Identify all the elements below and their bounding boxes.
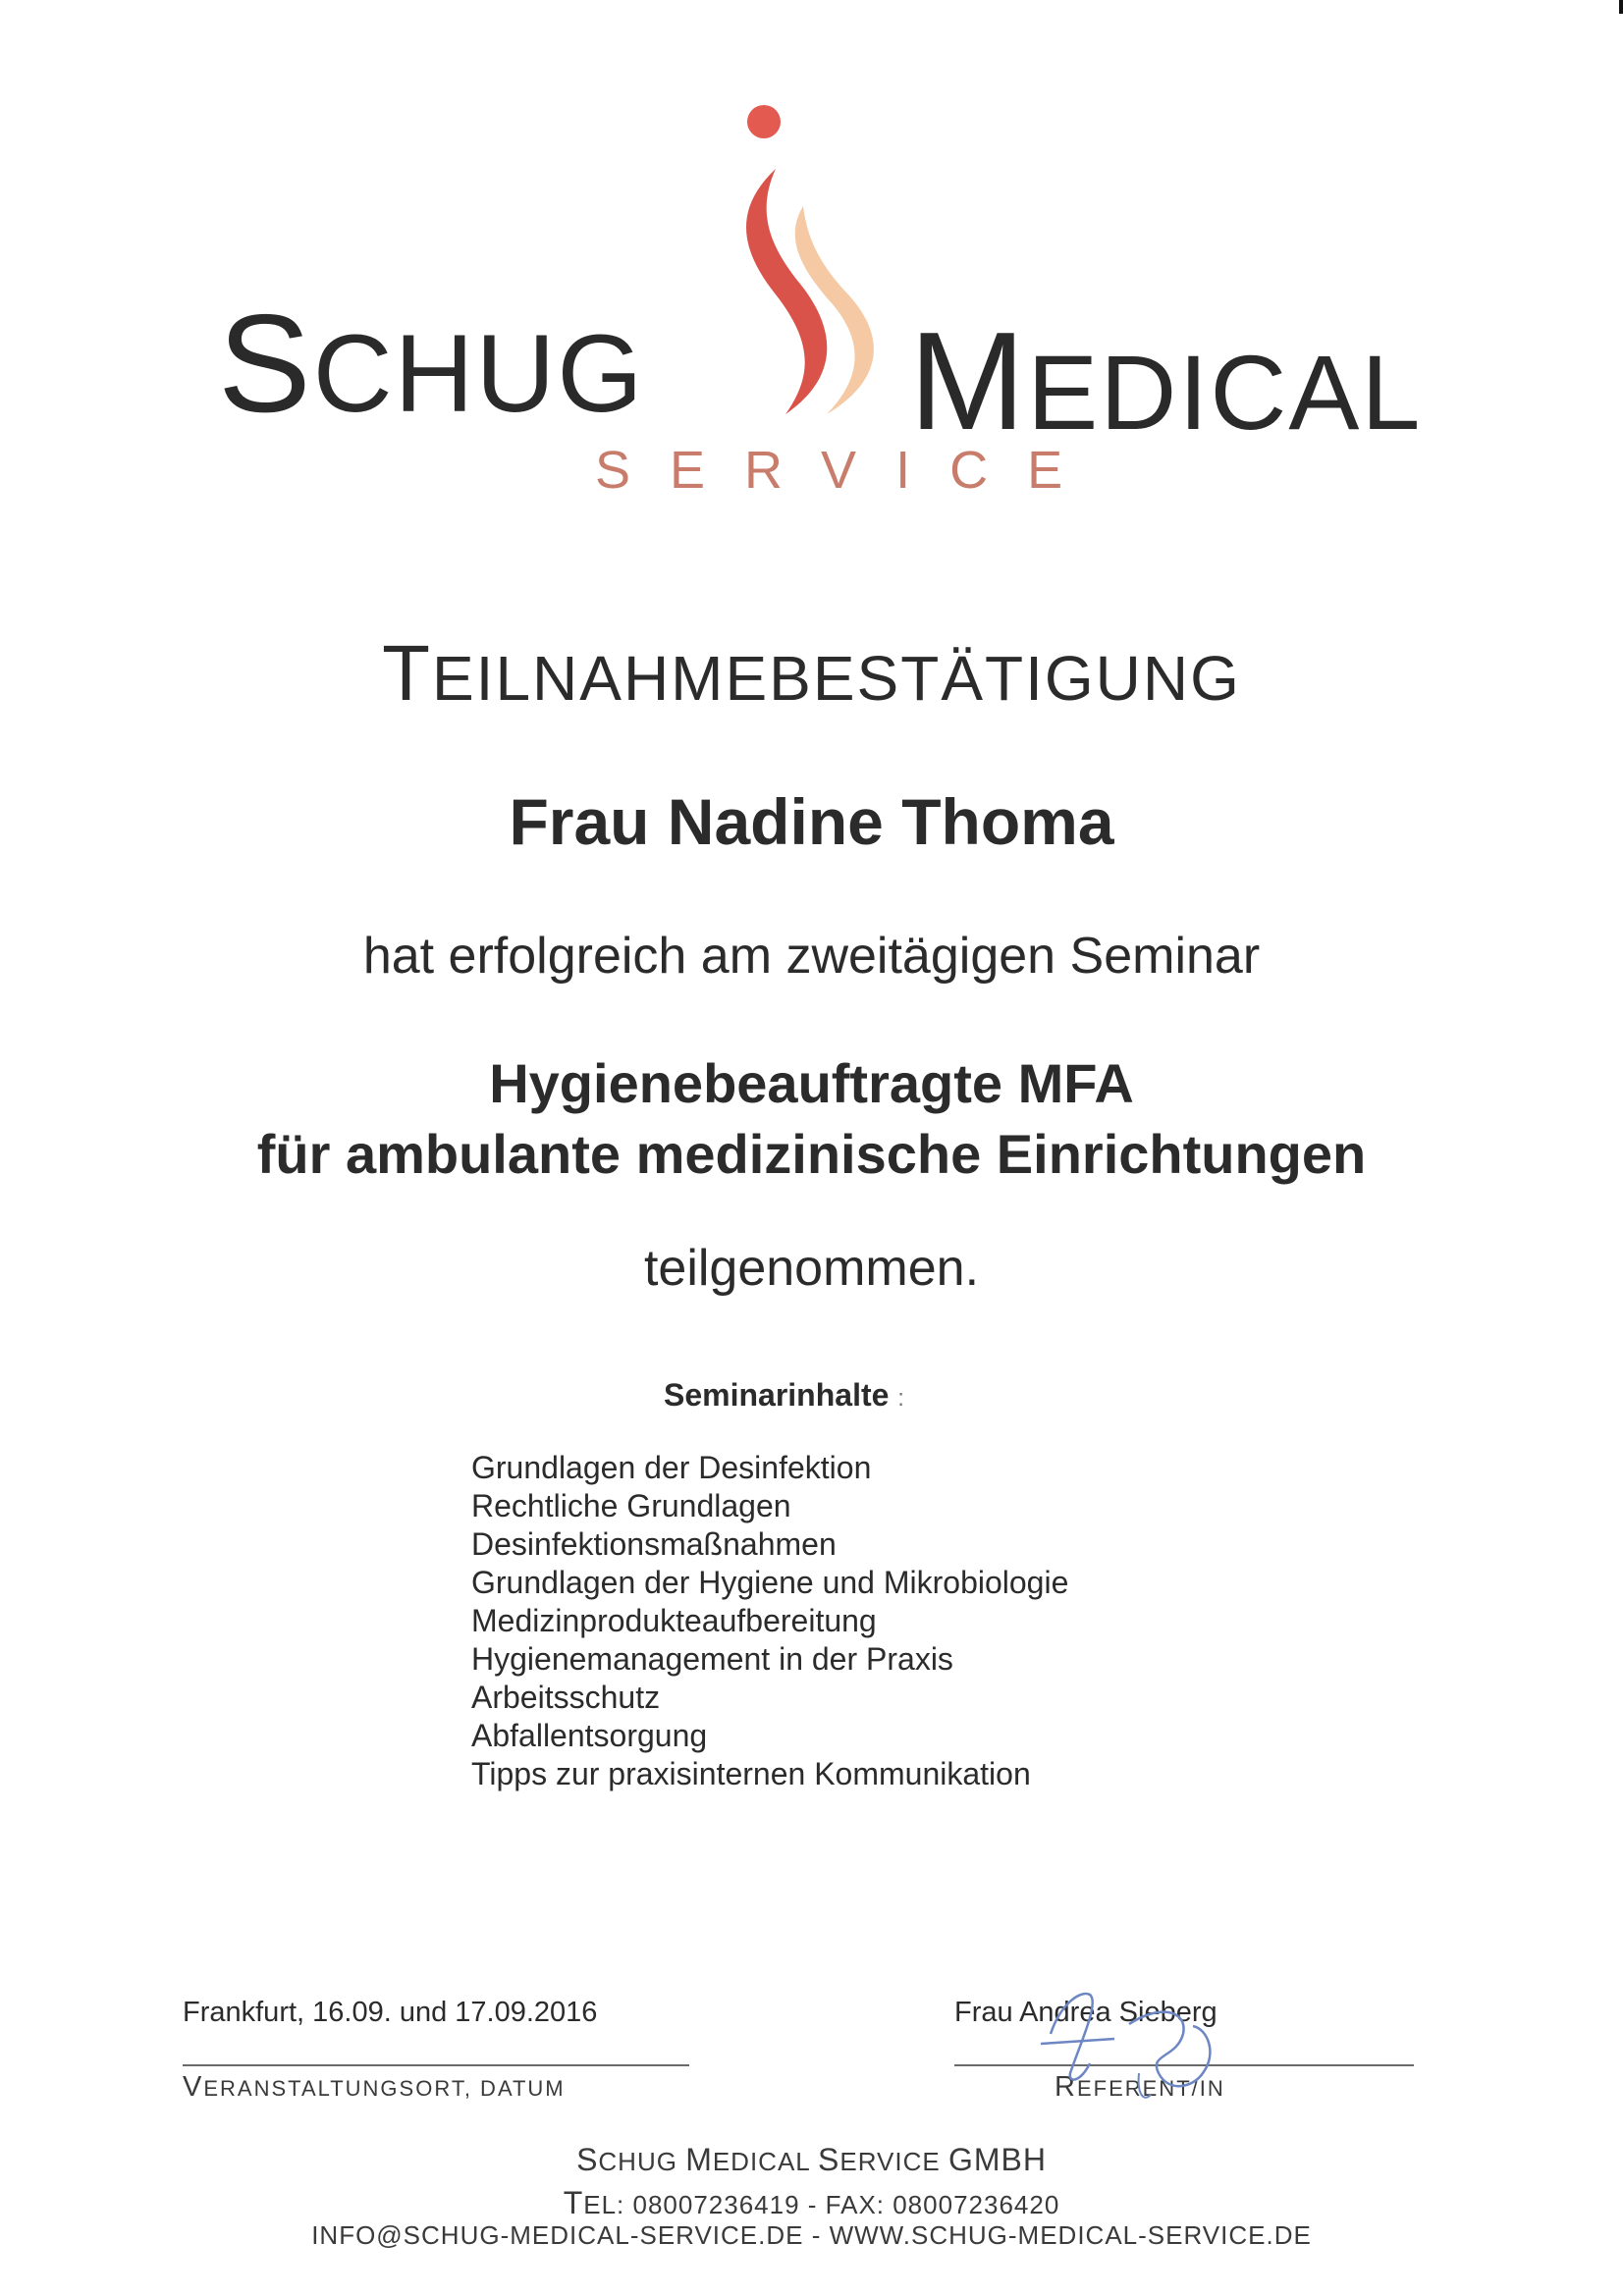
signature-stroke-2 — [1041, 2039, 1114, 2044]
list-item: Medizinprodukteaufbereitung — [471, 1603, 877, 1638]
footer-company-part: ERVICE — [839, 2147, 948, 2176]
contents-list — [471, 1449, 1068, 1793]
title-initial: T — [382, 629, 432, 717]
footer-contact: INFO@SCHUG-MEDICAL-SERVICE.DE - WWW.SCHUG-MEDICAL-SERVICE.DE — [311, 2220, 1312, 2250]
intro-text: hat erfolgreich am zweitägigen Seminar — [362, 928, 1261, 985]
footer-company-part: GMBH — [947, 2142, 1047, 2177]
footer-company-part: S — [576, 2142, 599, 2177]
participated-text: teilgenommen. — [643, 1240, 980, 1297]
logo-medical-initial: M — [909, 303, 1028, 459]
logo-schug-initial: S — [218, 286, 313, 442]
place-date-line — [183, 2064, 689, 2066]
logo-medical-rest: EDICAL — [1027, 333, 1423, 452]
seminar-title-line2: für ambulante medizinische Einrichtungen — [256, 1123, 1367, 1185]
place-date-value: Frankfurt, 16.09. und 17.09.2016 — [183, 1997, 598, 2028]
list-item: Grundlagen der Desinfektion — [471, 1450, 872, 1485]
recipient-name: Frau Nadine Thoma — [509, 785, 1114, 858]
footer-company-part: M — [685, 2142, 713, 2177]
logo-schug-rest: CHUG — [312, 312, 645, 435]
contents-colon: : — [897, 1385, 904, 1412]
seminar-title-line1: Hygienebeauftragte MFA — [489, 1052, 1134, 1114]
signature-stroke-1 — [1051, 1994, 1093, 2080]
list-item: Arbeitsschutz — [471, 1680, 661, 1715]
contents-heading — [664, 1379, 904, 1411]
logo-subtitle: SERVICE — [595, 441, 1103, 500]
list-item: Abfallentsorgung — [471, 1718, 708, 1753]
logo-word-schug — [218, 286, 645, 442]
referent-label-initial: R — [1055, 2071, 1077, 2103]
list-item: Grundlagen der Hygiene und Mikrobiologie — [471, 1565, 1069, 1600]
handwritten-signature — [1021, 1965, 1257, 2112]
swirl-icon — [717, 98, 893, 422]
footer-phone-fax — [0, 2187, 1623, 2218]
certificate-title — [0, 629, 1623, 717]
footer-tel-rest: EL: 08007236419 - FAX: 08007236420 — [583, 2190, 1060, 2219]
list-item: Rechtliche Grundlagen — [471, 1488, 791, 1523]
referent-name: Frau Andrea Sieberg — [954, 1997, 1217, 2028]
referent-label-rest: EFERENT/IN — [1076, 2076, 1225, 2101]
logo-dot — [747, 105, 781, 138]
logo-swirl-dark — [746, 169, 827, 414]
place-label-rest: ERANSTALTUNGSORT, DATUM — [203, 2076, 566, 2101]
list-item: Desinfektionsmaßnahmen — [471, 1526, 837, 1562]
logo-word-medical — [909, 303, 1423, 459]
footer-tel-initial: T — [563, 2185, 584, 2220]
signature-stroke-4 — [1139, 2073, 1151, 2098]
signature-stroke-3 — [1129, 2012, 1210, 2087]
contents-label: Seminarinhalte — [664, 1377, 890, 1413]
place-date-label — [183, 2073, 566, 2102]
footer-company-part: S — [818, 2142, 840, 2177]
footer-company-part: EDICAL — [712, 2147, 819, 2176]
footer-company-part: CHUG — [598, 2147, 686, 2176]
footer-company — [0, 2144, 1623, 2175]
list-item: Hygienemanagement in der Praxis — [471, 1641, 953, 1677]
place-label-initial: V — [183, 2071, 204, 2103]
title-rest: EILNAHMEBESTÄTIGUNG — [431, 643, 1241, 714]
list-item: Tipps zur praxisinternen Kommunikation — [471, 1756, 1031, 1791]
scan-edge-mark — [1619, 0, 1623, 14]
